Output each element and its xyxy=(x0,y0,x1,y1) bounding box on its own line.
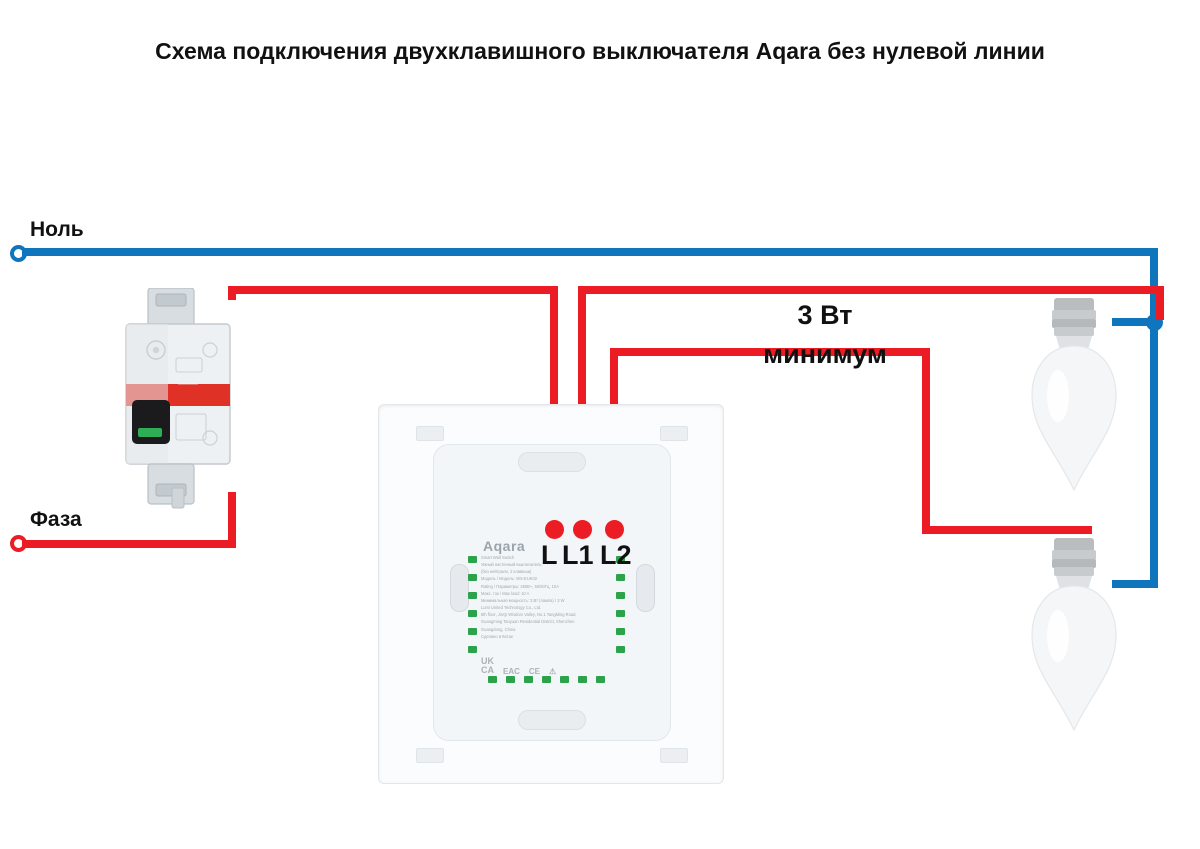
lamp-1-graphic xyxy=(1022,296,1126,492)
spec-line: Сделано в Китае xyxy=(481,633,514,639)
phase-label: Фаза xyxy=(30,508,82,531)
wire-L2-vertical xyxy=(922,348,930,534)
led-pad xyxy=(616,628,625,635)
led-pad xyxy=(616,610,625,617)
led-pad xyxy=(616,592,625,599)
spec-line: Умный настенный выключатель xyxy=(481,562,542,568)
terminal-post-L1[interactable] xyxy=(573,520,592,539)
led-pad xyxy=(468,646,477,653)
led-pad xyxy=(616,574,625,581)
terminal-label-L1: L1 xyxy=(562,540,594,570)
ce-mark: CE xyxy=(528,666,541,676)
led-pad xyxy=(506,676,515,683)
led-pad xyxy=(616,646,625,653)
page-title-part1: Схема подключения двухклавишного выключателя Aqara xyxy=(155,38,828,64)
spec-line: (без нейтрали, 2 клавиши) xyxy=(481,569,532,575)
led-pad xyxy=(468,592,477,599)
watt-word-minimum: минимум xyxy=(763,339,887,370)
terminal-post-L[interactable] xyxy=(545,520,564,539)
lamp-1 xyxy=(1022,296,1126,492)
spec-line: Минимальная мощность: 3 Вт (лампа) / 3 W xyxy=(481,597,565,603)
terminal-label-L2: L2 xyxy=(600,540,632,570)
spec-line: Rating / Параметры: 250В~, 50/60Гц, 10А xyxy=(481,583,559,589)
spec-line: Guangming Taoyuan Residential District, Shenzhen xyxy=(481,619,575,625)
page-title xyxy=(0,38,1200,65)
ukca-mark: UK CA xyxy=(481,656,494,676)
wire-L2-to-lamp2 xyxy=(922,526,1092,534)
wire-L1-horizontal xyxy=(578,286,1164,294)
led-pad xyxy=(468,610,477,617)
breaker-out-wire-horizontal xyxy=(228,286,558,294)
eac-mark: EAC xyxy=(503,666,520,676)
weee-bin-icon: ⚠ xyxy=(549,666,557,676)
led-pad xyxy=(468,628,477,635)
watt-value: 3 Вт xyxy=(797,300,853,330)
circuit-breaker xyxy=(118,288,242,510)
led-pad xyxy=(488,676,497,683)
spec-line: Lumi United Technology Co., Ltd. xyxy=(481,605,542,611)
switch-tab-top-right xyxy=(660,426,688,441)
neutral-label: Ноль xyxy=(30,218,84,241)
phase-wire-to-breaker xyxy=(22,540,236,548)
spec-line: Модель / Модель: WS-EUK02 xyxy=(481,576,538,582)
spec-line: 8th floor, JinQi Wisdom Valley, No.1 TangMing Road, xyxy=(481,612,577,618)
switch-screw-left xyxy=(450,564,469,612)
spec-line: Guangdong, China xyxy=(481,626,516,632)
switch-tab-top-left xyxy=(416,426,444,441)
wire-L1-to-lamp1 xyxy=(1156,286,1164,320)
lamp-2-graphic xyxy=(1022,536,1126,732)
switch-slot-top xyxy=(518,452,586,472)
switch-screw-right xyxy=(636,564,655,612)
lamp-2 xyxy=(1022,536,1126,732)
led-pad xyxy=(596,676,605,683)
led-pad xyxy=(468,556,477,563)
spec-line: Smart Wall Switch xyxy=(481,555,515,560)
terminal-label-L: L xyxy=(541,540,558,570)
certification-marks xyxy=(481,657,556,676)
led-pad xyxy=(578,676,587,683)
circuit-breaker-graphic xyxy=(118,288,242,510)
neutral-wire-horizontal xyxy=(22,248,1158,256)
aqara-wall-switch[interactable] xyxy=(378,404,724,784)
page-title-part2: без нулевой линии xyxy=(827,38,1045,64)
led-pad xyxy=(524,676,533,683)
led-pad xyxy=(560,676,569,683)
led-pad xyxy=(542,676,551,683)
terminal-post-L2[interactable] xyxy=(605,520,624,539)
minimum-power-note xyxy=(700,296,950,374)
switch-slot-bottom xyxy=(518,710,586,730)
spec-line: Макс. ток / Max load: 10 A xyxy=(481,590,530,596)
led-pad xyxy=(468,574,477,581)
switch-brand-logo: Aqara xyxy=(483,538,526,554)
switch-tab-bottom-left xyxy=(416,748,444,763)
switch-tab-bottom-right xyxy=(660,748,688,763)
